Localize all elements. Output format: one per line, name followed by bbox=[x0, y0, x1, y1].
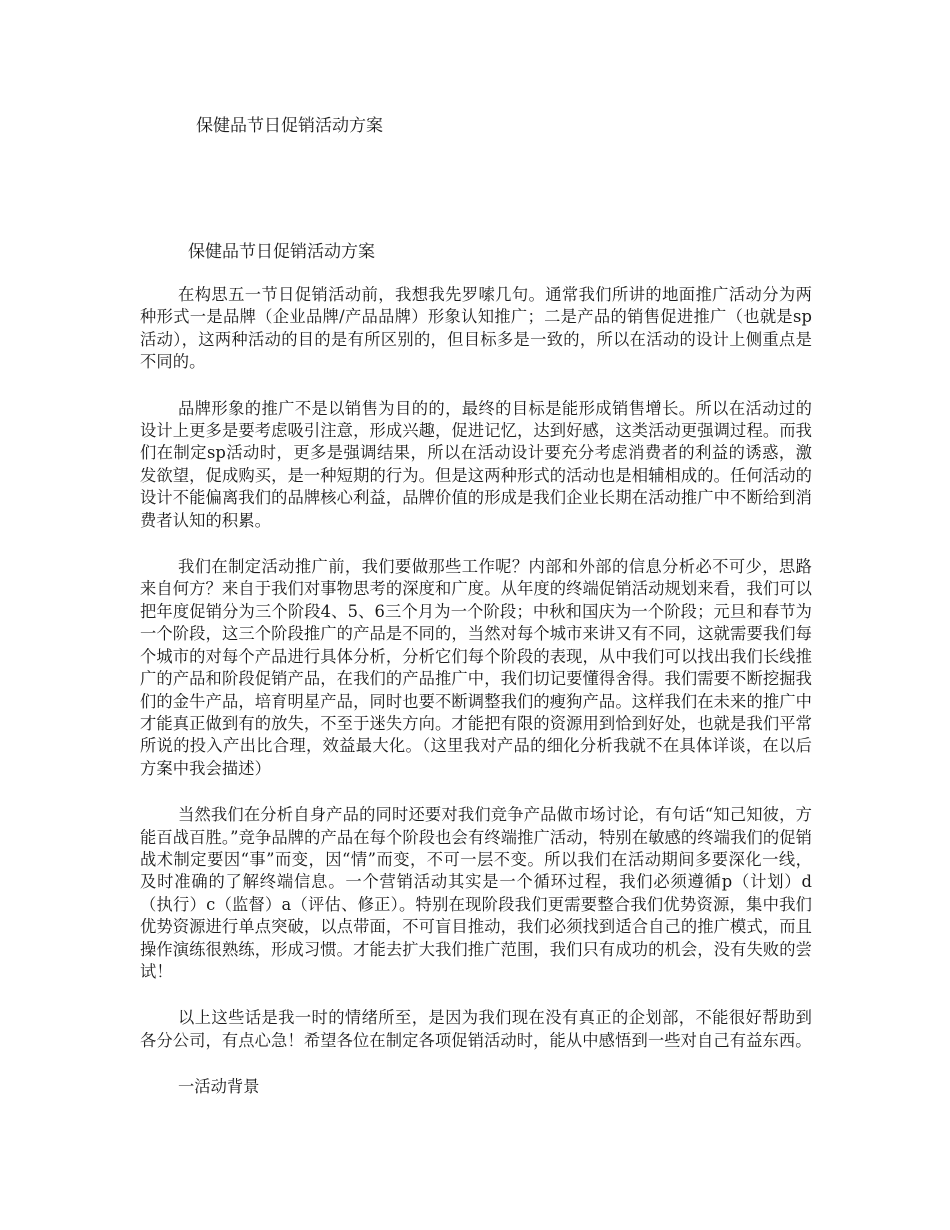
paragraph-closing: 以上这些话是我一时的情绪所至，是因为我们现在没有真正的企划部，不能很好帮助到各分公司，有点心急！希望各位在制定各项促销活动时，能从中感悟到一些对自己有益东西。 bbox=[140, 1008, 812, 1050]
paragraph-competition: 当然我们在分析自身产品的同时还要对我们竞争产品做市场讨论，有句话“知己知彼，方能百战百胜。”竞争品牌的产品在每个阶段也会有终端推广活动，特别在敏感的终端我们的促销战术制定要因“事”而变，因“情”而变，不可一层不变。所以我们在活动期间多要深化一线，及时准确的了解终端信息。一个营销活动其实是一个循环过程，我们必须遵循p（计划）d（执行）c（监督）a（评估、修正）。特别在现阶段我们更需要整合我们优势资源，集中我们优势资源进行单点突破，以点带面，不可盲目推动，我们必须找到适合自己的推广模式，而且操作演练很熟练，形成习惯。才能去扩大我们推广范围，我们只有成功的机会，没有失败的尝试！ bbox=[140, 805, 812, 981]
document-body bbox=[140, 284, 812, 1099]
document-title: 保健品节日促销活动方案 bbox=[188, 242, 375, 262]
section-heading-background: 一活动背景 bbox=[178, 1077, 260, 1097]
paragraph-brand-promotion: 品牌形象的推广不是以销售为目的的，最终的目标是能形成销售增长。所以在活动过的设计上更多是要考虑吸引注意，形成兴趣，促进记忆，达到好感，这类活动更强调过程。而我们在制定sp活动时，更多是强调结果，所以在活动设计要充分考虑消费者的利益的诱惑，激发欲望，促成购买，是一种短期的行为。但是这两种形式的活动也是相辅相成的。任何活动的设计不能偏离我们的品牌核心利益，品牌价值的形成是我们企业长期在活动推广中不断给到消费者认知的积累。 bbox=[140, 398, 812, 530]
page-header-title: 保健品节日促销活动方案 bbox=[196, 116, 383, 136]
paragraph-planning: 我们在制定活动推广前，我们要做那些工作呢？内部和外部的信息分析必不可少，思路来自何方？来自于我们对事物思考的深度和广度。从年度的终端促销活动规划来看，我们可以把年度促销分为三个阶段4、5、6三个月为一个阶段；中秋和国庆为一个阶段；元旦和春节为一个阶段，这三个阶段推广的产品是不同的，当然对每个城市来讲又有不同，这就需要我们每个城市的对每个产品进行具体分析，分析它们每个阶段的表现，从中我们可以找出我们长线推广的产品和阶段促销产品，在我们的产品推广中，我们切记要懂得舍得。我们需要不断挖掘我们的金牛产品，培育明星产品，同时也要不断调整我们的瘦狗产品。这样我们在未来的推广中才能真正做到有的放失，不至于迷失方向。才能把有限的资源用到恰到好处，也就是我们平常所说的投入产出比合理，效益最大化。（这里我对产品的细化分析我就不在具体详谈，在以后方案中我会描述） bbox=[140, 557, 812, 778]
paragraph-intro: 在构思五一节日促销活动前，我想我先罗嗦几句。通常我们所讲的地面推广活动分为两种形式一是品牌（企业品牌/产品品牌）形象认知推广；二是产品的销售促进推广（也就是sp活动），这两种活动的目的是有所区别的，但目标多是一致的，所以在活动的设计上侧重点是不同的。 bbox=[140, 285, 812, 372]
